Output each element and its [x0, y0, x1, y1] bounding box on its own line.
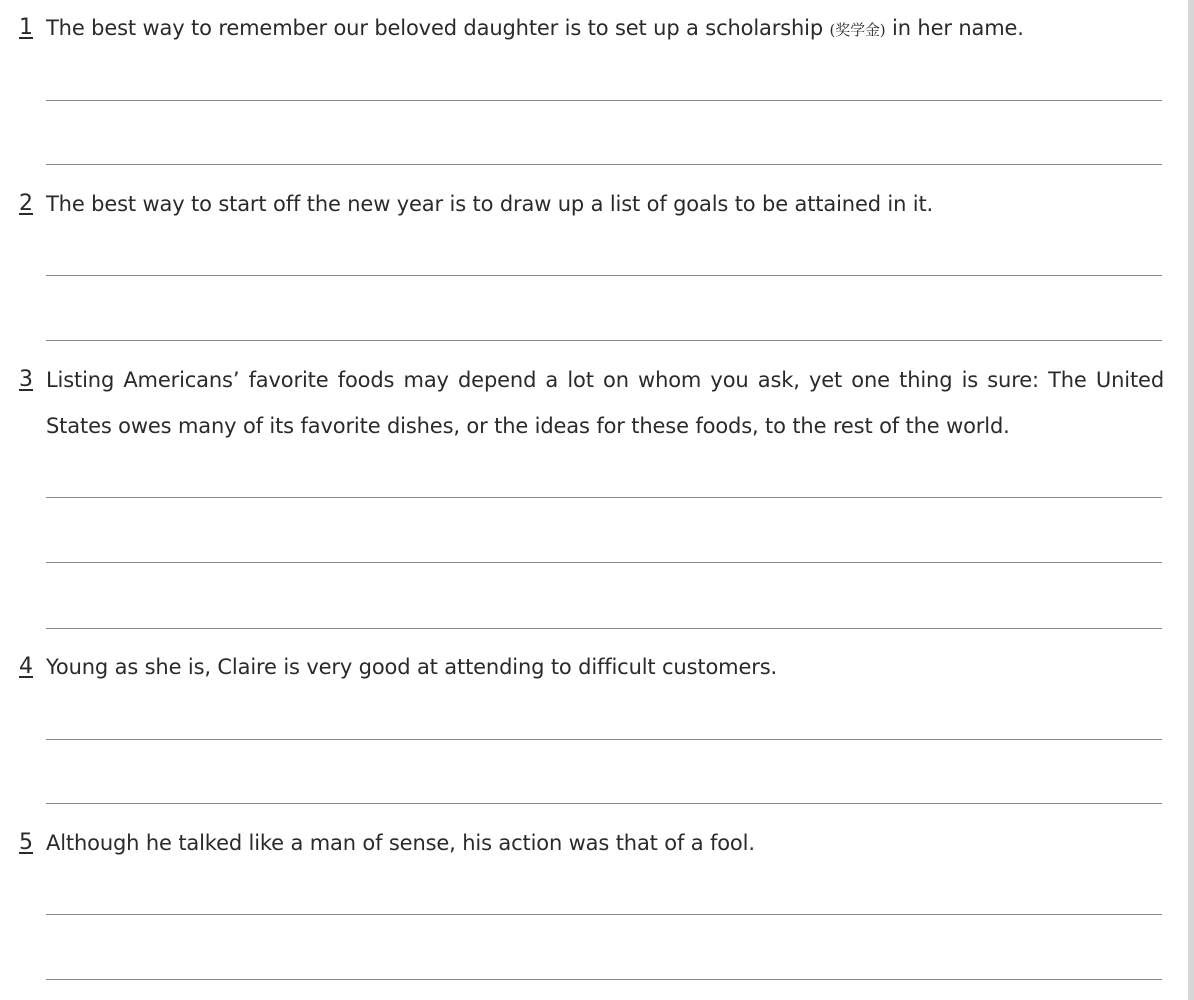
page-edge	[1188, 0, 1194, 1000]
answer-line[interactable]	[46, 562, 1162, 563]
item-number: 4	[19, 654, 33, 679]
answer-line[interactable]	[46, 275, 1162, 276]
item-sentence: The best way to start off the new year is to draw up a list of goals to be attained in it.	[46, 192, 934, 216]
item-sentence: Although he talked like a man of sense, his action was that of a fool.	[46, 831, 755, 855]
chinese-annotation: (奖学金)	[829, 21, 886, 39]
item-sentence	[46, 5, 1164, 53]
sentence-part: The best way to remember our beloved daughter is to set up a scholarship	[46, 16, 830, 40]
answer-line[interactable]	[46, 164, 1162, 165]
item-number: 3	[19, 367, 33, 392]
answer-line[interactable]	[46, 340, 1162, 341]
item-number: 1	[19, 15, 33, 40]
answer-line[interactable]	[46, 100, 1162, 101]
sentence-part: in her name.	[885, 16, 1024, 40]
item-number: 5	[19, 830, 33, 855]
answer-line[interactable]	[46, 914, 1162, 915]
item-sentence: Listing Americans’ favorite foods may depend a lot on whom you ask, yet one thing is sure: The United States owes many of its favorite dishes, or the ideas for these foods, to the rest of the world.	[46, 368, 1164, 438]
answer-line[interactable]	[46, 497, 1162, 498]
answer-line[interactable]	[46, 979, 1162, 980]
answer-line[interactable]	[46, 739, 1162, 740]
answer-line[interactable]	[46, 628, 1162, 629]
item-sentence: Young as she is, Claire is very good at attending to difficult customers.	[46, 655, 778, 679]
answer-line[interactable]	[46, 803, 1162, 804]
item-number: 2	[19, 191, 33, 216]
